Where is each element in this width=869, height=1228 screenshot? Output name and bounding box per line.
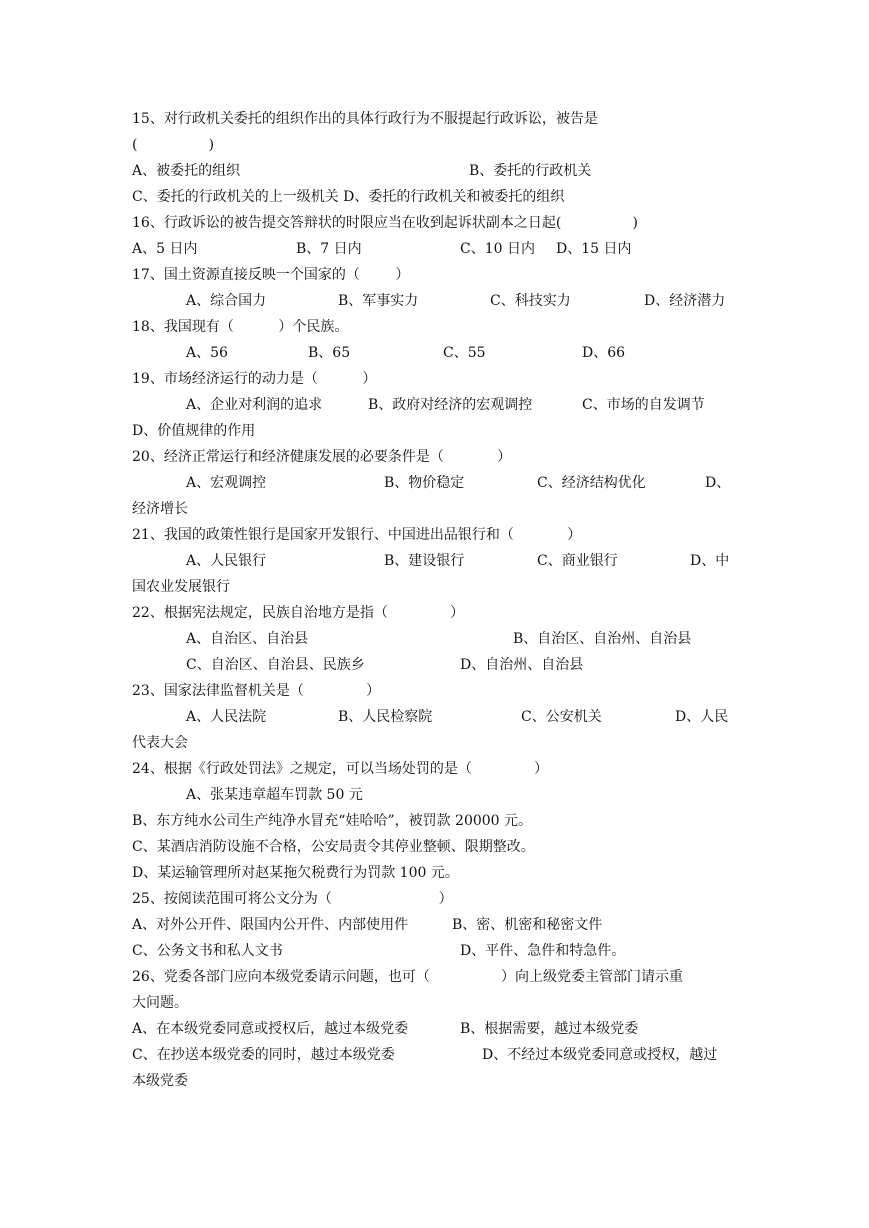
answer-option: A、对外公开件、限国内公开件、内部使用件 [132,917,409,933]
answer-option: B、人民检察院 [338,709,433,725]
answer-option: B、7 日内 [296,241,362,257]
option-row [132,1042,742,1068]
question-stem-line [132,600,742,626]
answer-option: A、56 [186,345,228,361]
option-row [132,1016,742,1042]
answer-option: B、根据需要，越过本级党委 [460,1021,639,1037]
answer-option: D、自治州、自治县 [460,657,584,673]
answer-option: C、商业银行 [537,553,618,569]
answer-option: C、某酒店消防设施不合格，公安局责令其停业整顿、限期整改。 [132,839,535,855]
option-row [132,626,742,652]
answer-option: 代表大会 [132,735,188,751]
answer-option: C、委托的行政机关的上一级机关 D、委托的行政机关和被委托的组织 [132,189,565,205]
answer-option: B、建设银行 [384,553,465,569]
answer-option: A、被委托的组织 [132,163,241,179]
answer-option: D、 [705,475,731,491]
option-row [132,912,742,938]
answer-option: A、在本级党委同意或授权后，越过本级党委 [132,1021,409,1037]
answer-option: B、自治区、自治州、自治县 [513,631,692,647]
option-row [132,704,742,730]
question-stem-line [132,106,742,132]
answer-option: A、5 日内 [132,241,198,257]
answer-option: A、综合国力 [186,293,267,309]
question-stem: 19、市场经济运行的动力是（ ） [132,371,377,387]
option-row [132,548,742,574]
option-row [132,782,742,808]
question-stem-line [132,366,742,392]
answer-option: A、人民法院 [186,709,267,725]
answer-option: C、公务文书和私人文书 [132,943,283,959]
question-stem-line [132,262,742,288]
answer-option: D、人民 [675,709,729,725]
option-row [132,288,742,314]
option-row [132,652,742,678]
question-stem: 26、党委各部门应向本级党委请示问题，也可（ ）向上级党委主管部门请示重 [132,969,684,985]
option-row [132,340,742,366]
answer-option: A、企业对利润的追求 [186,397,323,413]
question-stem: 18、我国现有（ ）个民族。 [132,319,349,335]
answer-option: C、市场的自发调节 [582,397,705,413]
question-stem-line [132,210,742,236]
answer-option: C、55 [443,345,486,361]
answer-option: C、科技实力 [490,293,571,309]
answer-option: D、某运输管理所对赵某拖欠税费行为罚款 100 元。 [132,865,459,881]
answer-option: D、中 [690,553,730,569]
option-row [132,808,742,834]
question-stem-line [132,444,742,470]
option-row [132,860,742,886]
answer-option: A、张某违章超车罚款 50 元 [186,787,363,803]
answer-option: D、经济潜力 [644,293,726,309]
option-row [132,392,742,418]
answer-option: D、66 [582,345,626,361]
question-stem-line [132,990,742,1016]
question-stem-line [132,678,742,704]
answer-option: D、价值规律的作用 [132,423,256,439]
question-stem-line [132,756,742,782]
question-stem: 23、国家法律监督机关是（ ） [132,683,381,699]
option-row [132,574,742,600]
answer-option: C、经济结构优化 [537,475,646,491]
question-stem-line [132,522,742,548]
answer-option: C、10 日内 [460,241,535,257]
question-stem-line [132,886,742,912]
question-stem: 15、对行政机关委托的组织作出的具体行政行为不服提起行政诉讼，被告是 [132,111,598,127]
option-row [132,236,742,262]
answer-option: D、不经过本级党委同意或授权，越过 [482,1047,718,1063]
answer-option: A、人民银行 [186,553,267,569]
answer-option: 本级党委 [132,1073,188,1089]
question-stem-line [132,132,742,158]
answer-option: B、军事实力 [338,293,419,309]
answer-option: C、自治区、自治县、民族乡 [186,657,365,673]
option-row [132,496,742,522]
question-stem: 24、根据《行政处罚法》之规定，可以当场处罚的是（ ） [132,761,549,777]
question-stem: 22、根据宪法规定，民族自治地方是指（ ） [132,605,465,621]
answer-option: C、公安机关 [521,709,602,725]
option-row [132,938,742,964]
answer-option: D、平件、急件和特急件。 [460,943,626,959]
question-stem: 21、我国的政策性银行是国家开发银行、中国进出品银行和（ ） [132,527,582,543]
option-row [132,834,742,860]
answer-option: C、在抄送本级党委的同时，越过本级党委 [132,1047,395,1063]
answer-option: B、东方纯水公司生产纯净水冒充“娃哈哈”，被罚款 20000 元。 [132,813,533,829]
question-stem-line [132,964,742,990]
option-row [132,184,742,210]
answer-option: B、65 [308,345,351,361]
question-stem: 大问题。 [132,995,188,1011]
question-stem: ( ) [132,137,215,153]
answer-option: B、物价稳定 [384,475,465,491]
option-row [132,730,742,756]
answer-option: 国农业发展银行 [132,579,230,595]
answer-option: B、委托的行政机关 [469,163,592,179]
question-stem-line [132,314,742,340]
question-stem: 25、按阅读范围可将公文分为（ ） [132,891,453,907]
answer-option: B、政府对经济的宏观调控 [368,397,533,413]
option-row [132,1068,742,1094]
answer-option: A、宏观调控 [186,475,267,491]
option-row [132,470,742,496]
answer-option: D、15 日内 [556,241,632,257]
option-row [132,418,742,444]
question-stem: 16、行政诉讼的被告提交答辩状的时限应当在收到起诉状副本之日起( ) [132,215,638,231]
option-row [132,158,742,184]
answer-option: 经济增长 [132,501,188,517]
question-list [132,106,742,1094]
question-stem: 20、经济正常运行和经济健康发展的必要条件是（ ） [132,449,512,465]
answer-option: A、自治区、自治县 [186,631,309,647]
question-stem: 17、国土资源直接反映一个国家的（ ） [132,267,410,283]
answer-option: B、密、机密和秘密文件 [452,917,603,933]
